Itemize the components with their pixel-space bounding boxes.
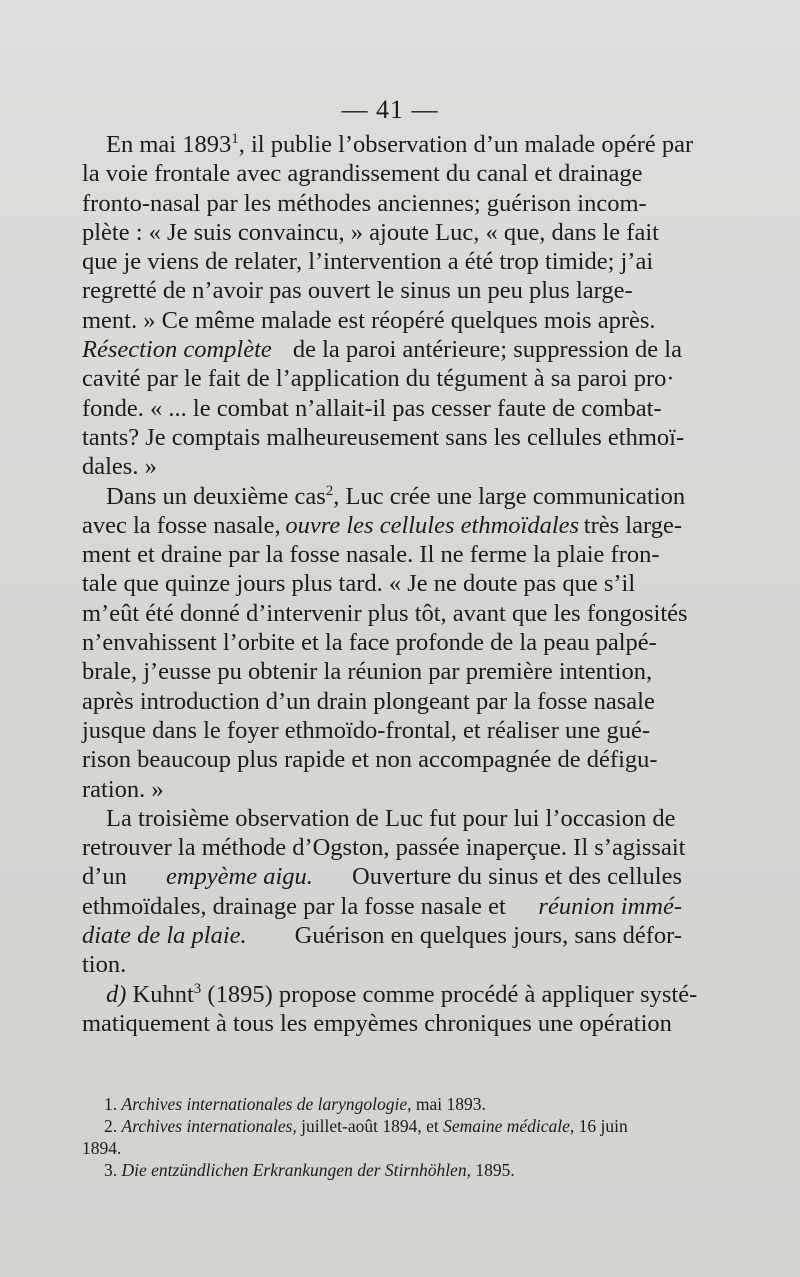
italic-text: d) xyxy=(106,980,127,1008)
text-line: La troisième observation de Luc fut pour lui l’occasion de xyxy=(106,804,676,832)
text-line: Dans un deuxième cas$^2$, Luc crée une large communication xyxy=(106,482,686,510)
text-line: jusque dans le foyer ethmoïdo-frontal, et réaliser une gué- xyxy=(82,716,651,744)
footnote-3: 3. Die entzündlichen Erkrankungen der Stirnhöhlen, 1895. xyxy=(104,1160,515,1180)
text-line: n’envahissent l’orbite et la face profonde de la peau palpé- xyxy=(82,629,657,657)
text-line: regretté de n’avoir pas ouvert le sinus un peu plus large- xyxy=(82,277,633,305)
text-line: que je viens de relater, l’intervention a été trop timide; j’ai xyxy=(82,248,654,276)
text-line: Résection complète de la paroi antérieure; suppression de la xyxy=(82,336,682,364)
footnote-ref-3: 3 xyxy=(193,980,202,997)
footnote-ref-2: 2 xyxy=(325,482,334,499)
footnotes xyxy=(82,1093,684,1181)
text-line: retrouver la méthode d’Ogston, passée inaperçue. Il s’agissait xyxy=(82,834,686,862)
text-line: après introduction d’un drain plongeant par la fosse nasale xyxy=(82,687,655,715)
footnote-2: 2. Archives internationales, juillet-août 1894, et Semaine médicale, 16 juin xyxy=(104,1116,628,1136)
page-number: — 41 — xyxy=(341,95,439,124)
text-line: tants? Je comptais malheureusement sans les cellules ethmoï- xyxy=(82,423,685,451)
text-line: cavité par le fait de l’application du tégument à sa paroi pro· xyxy=(82,365,675,393)
text-line: la voie frontale avec agrandissement du canal et drainage xyxy=(82,160,643,188)
body-text xyxy=(82,130,698,1038)
text-line: dales. » xyxy=(82,453,157,481)
text-line: ment. » Ce même malade est réopéré quelques mois après. xyxy=(82,306,656,334)
italic-text: Résection complète xyxy=(82,336,272,364)
text-line: avec la fosse nasale, ouvre les cellules ethmoïdales très large- xyxy=(82,511,682,539)
footnote-2-continued: 1894. xyxy=(82,1138,122,1158)
text-line: fronto-nasal par les méthodes anciennes; guérison incom- xyxy=(82,189,647,217)
text-line: tion. xyxy=(82,951,127,979)
text-line: plète : « Je suis convaincu, » ajoute Luc, « que, dans le fait xyxy=(82,218,659,246)
text-line: En mai 1893$^1$, il publie l’observation d’un malade opéré par xyxy=(106,131,694,158)
text-line: matiquement à tous les empyèmes chroniques une opération xyxy=(82,1009,672,1037)
text-line: tale que quinze jours plus tard. « Je ne doute pas que s’il xyxy=(82,570,636,598)
text-line: ethmoïdales, drainage par la fosse nasale et réunion immé- xyxy=(82,892,682,920)
text-line: ment et draine par la fosse nasale. Il ne ferme la plaie fron- xyxy=(82,541,660,569)
italic-text: réunion immé- xyxy=(538,892,682,920)
footnote-ref-1: 1 xyxy=(231,131,239,147)
text-line: m’eût été donné d’intervenir plus tôt, avant que les fongosités xyxy=(82,599,688,627)
text-line: brale, j’eusse pu obtenir la réunion par première intention, xyxy=(82,658,653,686)
italic-text: diate de la plaie. xyxy=(82,922,247,950)
footnote-1: 1. Archives internationales de laryngologie, mai 1893. xyxy=(104,1094,486,1114)
text-line: ration. » xyxy=(82,775,164,803)
text-line: diate de la plaie. Guérison en quelques jours, sans défor- xyxy=(82,922,682,950)
text-line: rison beaucoup plus rapide et non accompagnée de défigu- xyxy=(82,746,658,774)
text-line: fonde. « ... le combat n’allait-il pas cesser faute de combat- xyxy=(82,394,662,422)
italic-text: empyème aigu. xyxy=(165,863,313,891)
italic-text: ouvre les cellules ethmoïdales xyxy=(285,511,580,539)
text-line: d) Kuhnt$^3$ (1895) propose comme procédé à appliquer systé- xyxy=(106,980,698,1008)
text-line: d’un empyème aigu. Ouverture du sinus et des cellules xyxy=(82,863,682,891)
